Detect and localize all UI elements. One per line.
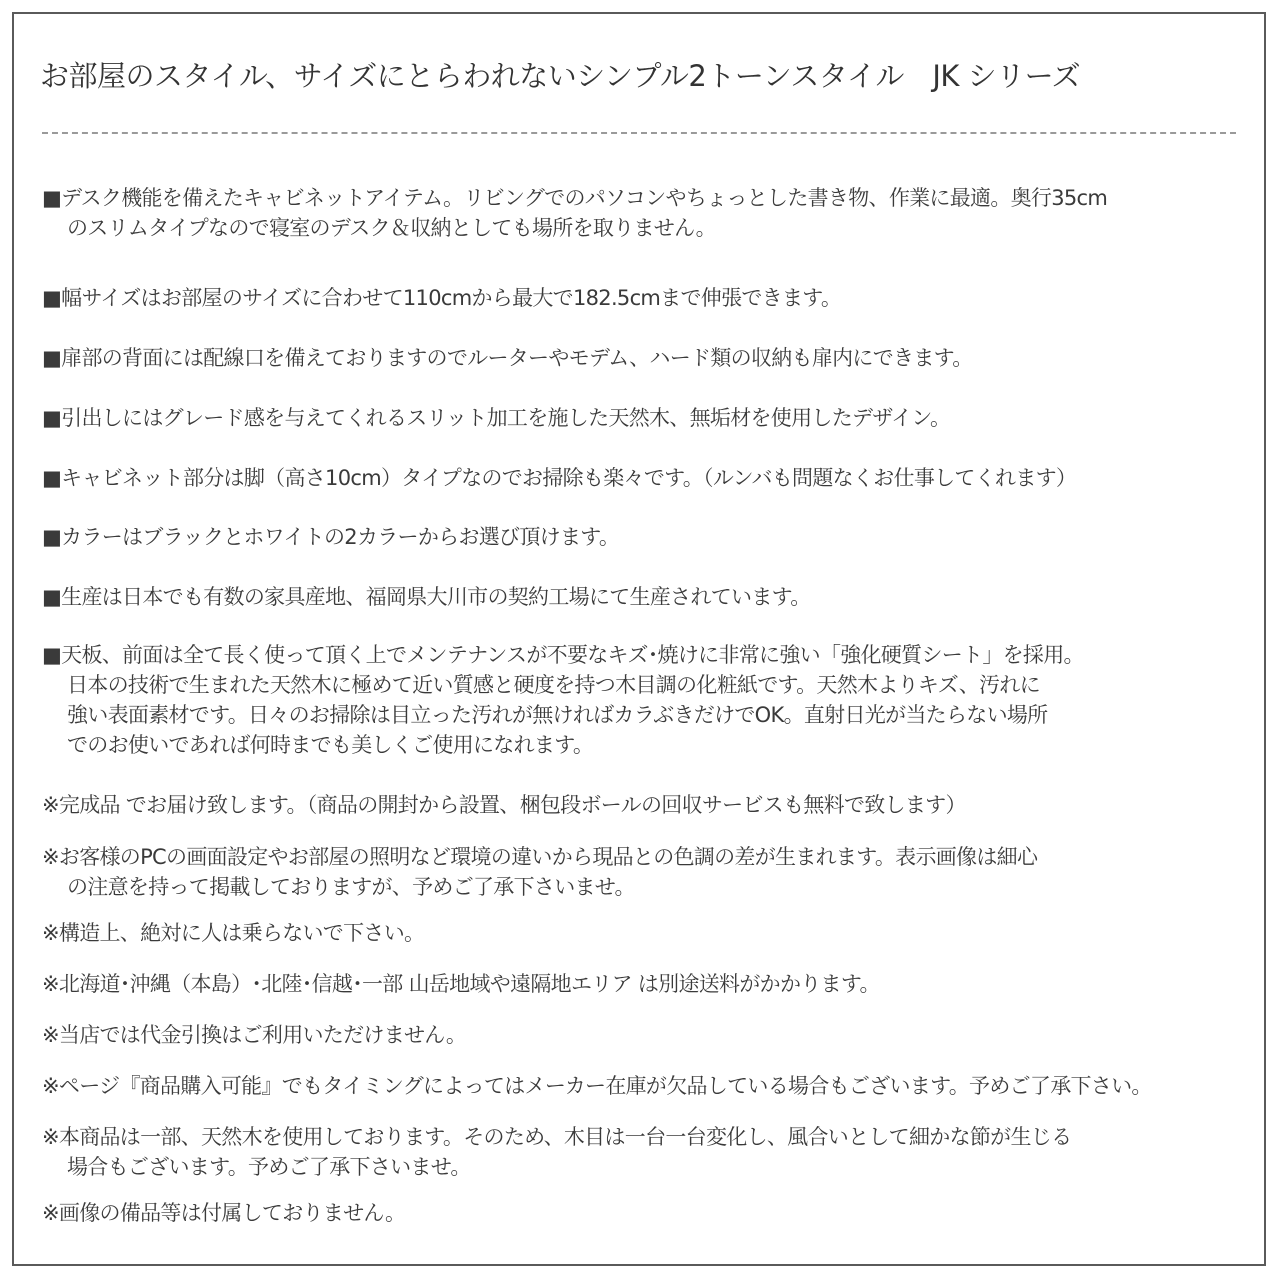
- feature-item: [42, 283, 841, 313]
- note-line: の注意を持って掲載しておりますが、予めご了承下さいませ。: [67, 875, 635, 899]
- feature-line: 日本の技術で生まれた天然木に極めて近い質感と硬度を持つ木目調の化粧紙です。天然木よりキズ、汚れに: [67, 673, 1040, 697]
- feature-line: ■引出しにはグレード感を与えてくれるスリット加工を施した天然木、無垢材を使用したデザイン。: [42, 406, 951, 430]
- note-line: ※お客様のPCの画面設定やお部屋の照明など環境の違いから現品との色調の差が生まれます。表示画像は細心: [42, 845, 1038, 869]
- feature-line: でのお使いであれば何時までも美しくご使用になれます。: [67, 733, 594, 757]
- note-line: 場合もございます。予めご了承下さいませ。: [67, 1155, 471, 1179]
- feature-item: [42, 522, 619, 552]
- feature-item: [42, 403, 950, 433]
- feature-item: [42, 343, 973, 373]
- feature-item: [42, 463, 1076, 493]
- feature-line: ■幅サイズはお部屋のサイズに合わせて110cmから最大で182.5cmまで伸張できます。: [42, 286, 842, 310]
- product-description-panel: [12, 12, 1266, 1266]
- feature-line: ■デスク機能を備えたキャビネットアイテム。リビングでのパソコンやちょっとした書き物、作業に最適。奥行35cm: [42, 186, 1108, 210]
- note-line: ※画像の備品等は付属しておりません。: [42, 1201, 406, 1225]
- note-line: ※ページ『商品購入可能』でもタイミングによってはメーカー在庫が欠品している場合もございます。予めご了承下さい。: [42, 1074, 1152, 1098]
- note-item: [42, 1020, 466, 1050]
- feature-line: ■カラーはブラックとホワイトの2カラーからお選び頂けます。: [42, 525, 620, 549]
- feature-line: 強い表面素材です。日々のお掃除は目立った汚れが無ければカラぶきだけでOK。直射日光が当たらない場所: [67, 703, 1048, 727]
- note-line: ※完成品 でお届け致します。（商品の開封から設置、梱包段ボールの回収サービスも無料で致します）: [42, 793, 966, 817]
- note-item: [42, 1198, 405, 1228]
- note-item: [42, 918, 424, 948]
- feature-item: [42, 640, 1084, 760]
- dashed-divider: [42, 132, 1236, 134]
- page-title: お部屋のスタイル、サイズにとらわれないシンプル2トーンスタイル JK シリーズ: [40, 59, 1081, 93]
- feature-line: のスリムタイプなので寝室のデスク＆収納としても場所を取りません。: [67, 216, 716, 240]
- note-line: ※北海道･沖縄（本島）･北陸･信越･一部 山岳地域や遠隔地エリア は別途送料がかかります。: [42, 972, 880, 996]
- note-item: [42, 1071, 1152, 1101]
- feature-line: ■生産は日本でも有数の家具産地、福岡県大川市の契約工場にて生産されています。: [42, 585, 811, 609]
- note-line: ※本商品は一部、天然木を使用しております。そのため、木目は一台一台変化し、風合いとして細かな節が生じる: [42, 1125, 1072, 1149]
- note-item: [42, 790, 966, 820]
- feature-line: ■天板、前面は全て長く使って頂く上でメンテナンスが不要なキズ･焼けに非常に強い「強化硬質シート」を採用。: [42, 643, 1084, 667]
- note-item: [42, 1122, 1071, 1182]
- feature-item: [42, 183, 1107, 243]
- note-item: [42, 969, 880, 999]
- note-line: ※構造上、絶対に人は乗らないで下さい。: [42, 921, 425, 945]
- feature-item: [42, 582, 811, 612]
- feature-line: ■キャビネット部分は脚（高さ10cm）タイプなのでお掃除も楽々です。（ルンバも問題なくお仕事してくれます）: [42, 466, 1077, 490]
- note-item: [42, 842, 1037, 902]
- note-line: ※当店では代金引換はご利用いただけません。: [42, 1023, 467, 1047]
- feature-line: ■扉部の背面には配線口を備えておりますのでルーターやモデム、ハード類の収納も扉内にできます。: [42, 346, 973, 370]
